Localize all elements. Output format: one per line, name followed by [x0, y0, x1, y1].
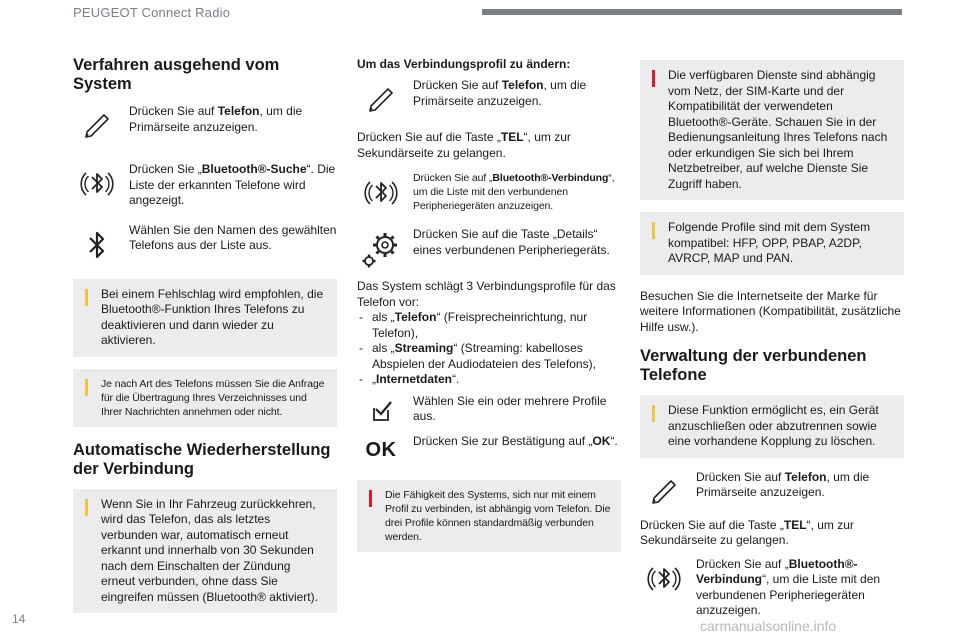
info-box-compatible-profiles: Folgende Profile sind mit dem System kompatibel: HFP, OPP, PBAP, A2DP, AVRCP, MAP und PAN. [640, 212, 904, 275]
step-press-telefon: Drücken Sie auf Telefon, um die Primärseite anzuzeigen. [357, 76, 621, 124]
footer-watermark[interactable]: carmanualsonline.info [700, 618, 837, 634]
step-select-profiles: Wählen Sie ein oder mehrere Profile aus. [357, 392, 621, 430]
pencil-icon [640, 468, 688, 516]
list-item: - „Internetdaten“. [357, 372, 621, 388]
step-details-button: Drücken Sie auf die Taste „Details“ eines verbundenen Peripheriegeräts. [357, 225, 621, 273]
info-marker [85, 499, 88, 516]
header-title: PEUGEOT Connect Radio [73, 5, 231, 20]
step-bluetooth-search: Drücken Sie „Bluetooth®-Suche“. Die Liste der erkannten Telefone wird angezeigt. [73, 160, 337, 209]
info-marker [652, 222, 655, 239]
info-box-auto-reconnect: Wenn Sie in Ihr Fahrzeug zurückkehren, wird das Telefon, das als letztes verbunden war, automatisch erneut erkannt und innerhalb von 30 Sekunden nach dem Einschalten der Zündung erneut verbunden, ohne dass Sie eingreifen müssen (Bluetooth® aktiviert). [73, 489, 337, 614]
header-bar [482, 9, 902, 15]
page-number: 14 [12, 612, 26, 626]
bluetooth-search-icon [640, 555, 688, 603]
list-item: - als „Streaming“ (Streaming: kabelloses Abspielen der Audiodateien des Telefons), [357, 341, 621, 372]
paragraph-tel-button: Drücken Sie auf die Taste „TEL“, um zur Sekundärseite zu gelangen. [357, 130, 571, 160]
paragraph-tel-button: Drücken Sie auf die Taste „TEL“, um zur Sekundärseite zu gelangen. [640, 517, 854, 547]
warning-marker [652, 70, 655, 87]
step-press-telefon: Drücken Sie auf Telefon, um die Primärseite anzuzeigen. [73, 102, 337, 150]
step-select-phone: Wählen Sie den Namen des gewählten Telefons aus der Liste aus. [73, 221, 337, 269]
warning-box-services: Die verfügbaren Dienste sind abhängig vom Netz, der SIM-Karte und der Kompatibilität der verwendeten Bluetooth®-Geräte. Schauen Sie in der Bedienungsanleitung Ihres Telefons nach oder erkundigen Sie sich bei Ihrem Netzbetreiber, auf welche Dienste Sie Zugriff haben. [640, 60, 904, 200]
paragraph-profiles-intro: Das System schlägt 3 Verbindungsprofile für das Telefon vor: [357, 279, 616, 309]
list-item: - als „Telefon“ (Freisprecheinrichtung, nur Telefon), [357, 310, 621, 341]
info-box-phone-type: Je nach Art des Telefons müssen Sie die Anfrage für die Übertragung Ihres Verzeichnisses und Ihrer Nachrichten annehmen oder nicht. [73, 369, 337, 427]
info-box-manage: Diese Funktion ermöglicht es, ein Gerät anzuschließen oder abzutrennen sowie eine vorhandene Kopplung zu löschen. [640, 395, 904, 458]
subheading-change-profile: Um das Verbindungsprofil zu ändern: [357, 57, 571, 71]
paragraph-brand-website: Besuchen Sie die Internetseite der Marke für weitere Informationen (Kompatibilität, zusätzliche Hilfe usw.). [640, 288, 901, 334]
pencil-icon [357, 76, 405, 124]
step-confirm-ok: OK Drücken Sie zur Bestätigung auf „OK“. [357, 432, 621, 470]
bluetooth-search-icon [357, 169, 405, 217]
heading-system-procedure: Verfahren ausgehend vom System [73, 56, 280, 93]
info-marker [652, 405, 655, 422]
info-marker [85, 289, 88, 306]
profile-list [357, 310, 621, 388]
warning-box-profile: Die Fähigkeit des Systems, sich nur mit einem Profil zu verbinden, ist abhängig vom Telefon. Die drei Profile können standardmäßig verbunden werden. [357, 480, 621, 552]
step-press-telefon: Drücken Sie auf Telefon, um die Primärseite anzuzeigen. [640, 468, 904, 516]
ok-icon: OK [365, 439, 397, 461]
column-1 [73, 56, 337, 613]
pencil-icon [73, 102, 121, 150]
column-2 [357, 56, 621, 552]
bluetooth-icon [73, 221, 121, 269]
gears-icon [357, 225, 405, 273]
info-box-bluetooth-retry: Bei einem Fehlschlag wird empfohlen, die Bluetooth®-Funktion Ihres Telefons zu deaktivieren und dann wieder zu aktivieren. [73, 279, 337, 357]
bluetooth-search-icon [73, 160, 121, 208]
step-bluetooth-connection: Drücken Sie auf „Bluetooth®-Verbindung“, um die Liste mit den verbundenen Peripheriegeräten anzuzeigen. [357, 169, 621, 217]
heading-auto-reconnect: Automatische Wiederherstellung der Verbindung [73, 440, 331, 478]
column-3 [640, 60, 904, 619]
checkbox-icon [357, 392, 405, 430]
step-bluetooth-connection: Drücken Sie auf „Bluetooth®-Verbindung“, um die Liste mit den verbundenen Peripheriegeräten anzuzeigen. [640, 555, 904, 619]
heading-manage-phones: Verwaltung der verbundenen Telefone [640, 347, 867, 384]
warning-marker [369, 490, 372, 507]
info-marker [85, 379, 88, 396]
